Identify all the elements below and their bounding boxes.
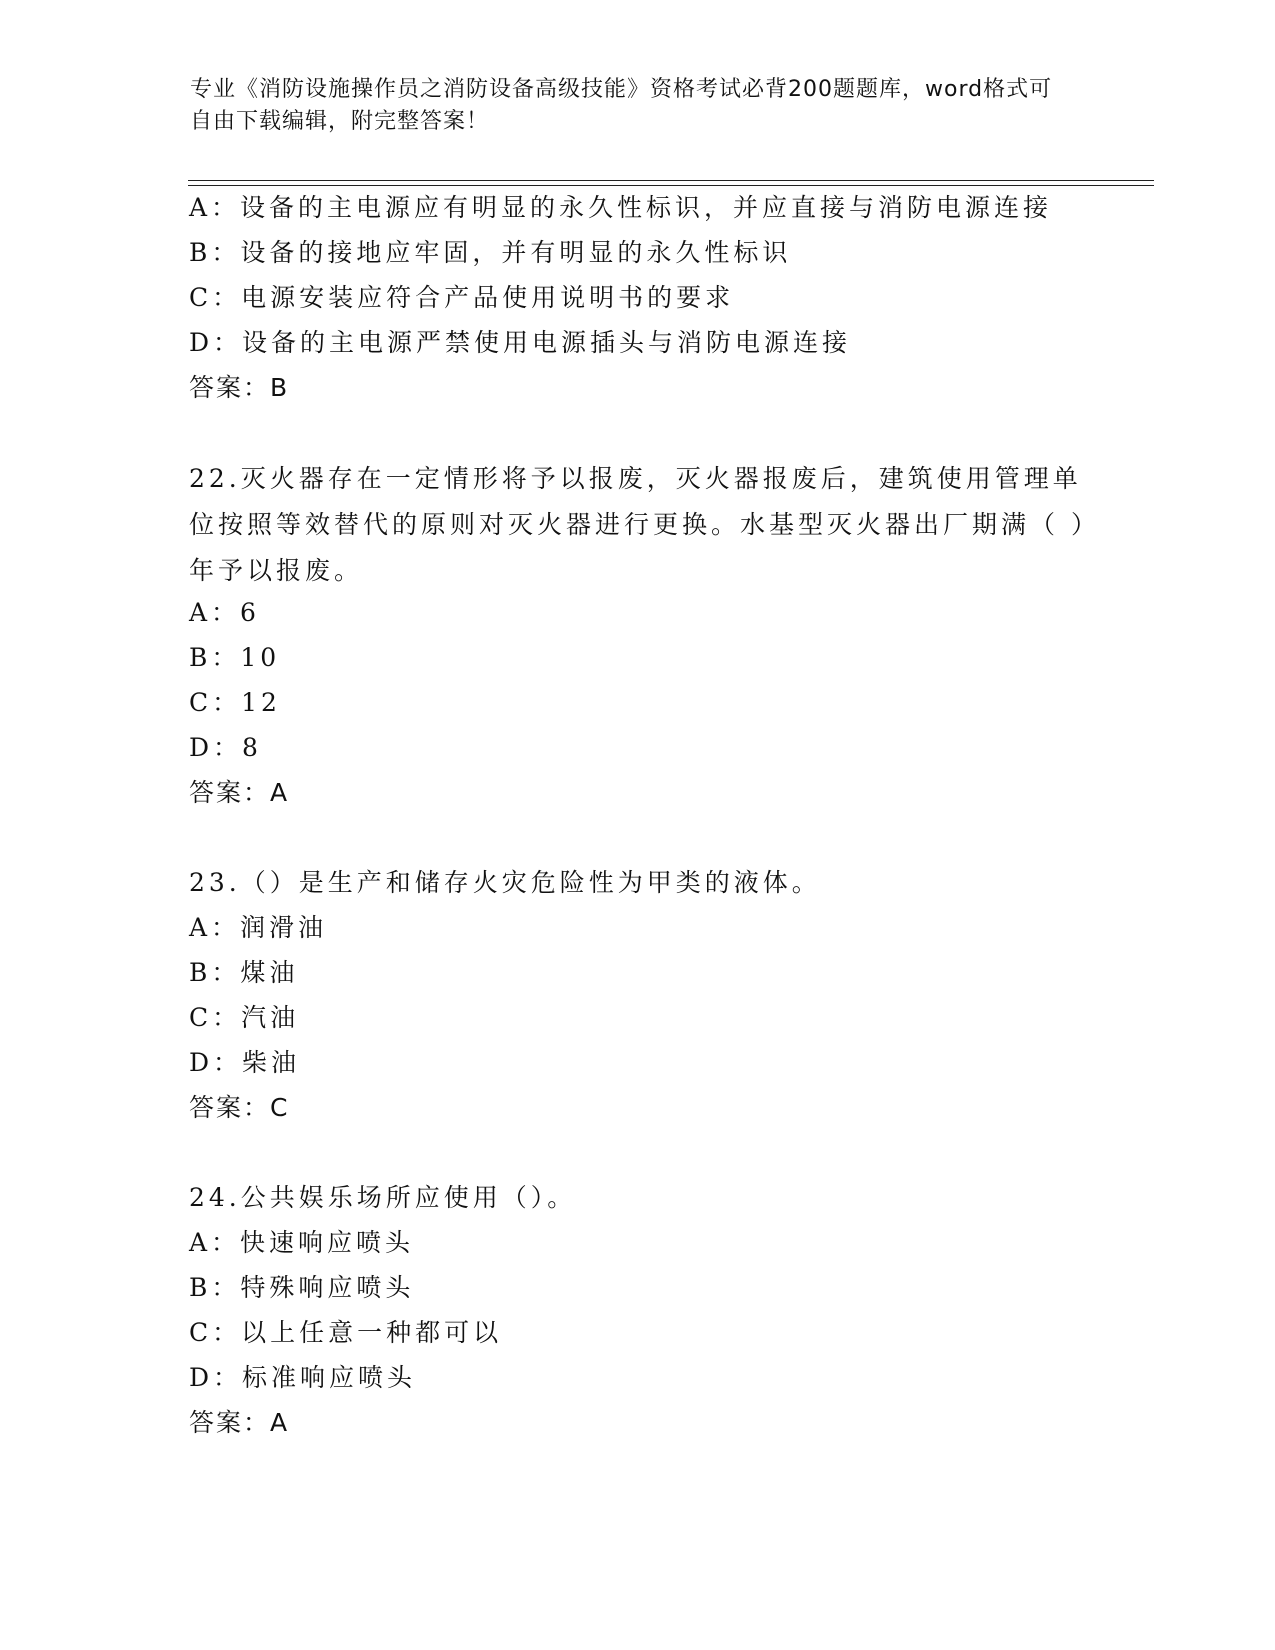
q23-stem: 23.（）是生产和储存火灾危险性为甲类的液体。 xyxy=(189,868,821,897)
q21-option-a: A：设备的主电源应有明显的永久性标识，并应直接与消防电源连接 xyxy=(189,193,1053,222)
q22-option-b: B：10 xyxy=(189,643,281,672)
q22-option-d: D：8 xyxy=(189,733,262,762)
q24-option-a: A：快速响应喷头 xyxy=(189,1228,415,1257)
q21-option-c: C：电源安装应符合产品使用说明书的要求 xyxy=(189,283,735,312)
q23-answer: 答案：C xyxy=(189,1093,290,1122)
q24-option-b: B：特殊响应喷头 xyxy=(189,1273,415,1302)
q23-option-a: A：润滑油 xyxy=(189,913,328,942)
q22-answer: 答案：A xyxy=(189,778,290,807)
q23-option-c: C：汽油 xyxy=(189,1003,300,1032)
q21-answer: 答案：B xyxy=(189,373,290,402)
header-divider-bottom xyxy=(188,185,1154,186)
document-header: 专业《消防设施操作员之消防设备高级技能》资格考试必背200题题库，word格式可自由下载编辑，附完整答案！ xyxy=(190,77,1053,134)
q21-option-b: B：设备的接地应牢固，并有明显的永久性标识 xyxy=(189,238,792,267)
q23-option-d: D：柴油 xyxy=(189,1048,301,1077)
header-divider-top xyxy=(188,180,1154,181)
q22-option-c: C：12 xyxy=(189,688,281,717)
q24-option-d: D：标准响应喷头 xyxy=(189,1363,417,1392)
q24-option-c: C：以上任意一种都可以 xyxy=(189,1318,503,1347)
q22-option-a: A：6 xyxy=(189,598,260,627)
q21-option-d: D：设备的主电源严禁使用电源插头与消防电源连接 xyxy=(189,328,852,357)
q22-stem: 22.灭火器存在一定情形将予以报废，灭火器报废后，建筑使用管理单位按照等效替代的原则对灭火器进行更换。水基型灭火器出厂期满（ ）年予以报废。 xyxy=(189,464,1088,585)
q23-option-b: B：煤油 xyxy=(189,958,299,987)
q24-answer: 答案：A xyxy=(189,1408,290,1437)
q24-stem: 24.公共娱乐场所应使用（）。 xyxy=(189,1183,577,1212)
